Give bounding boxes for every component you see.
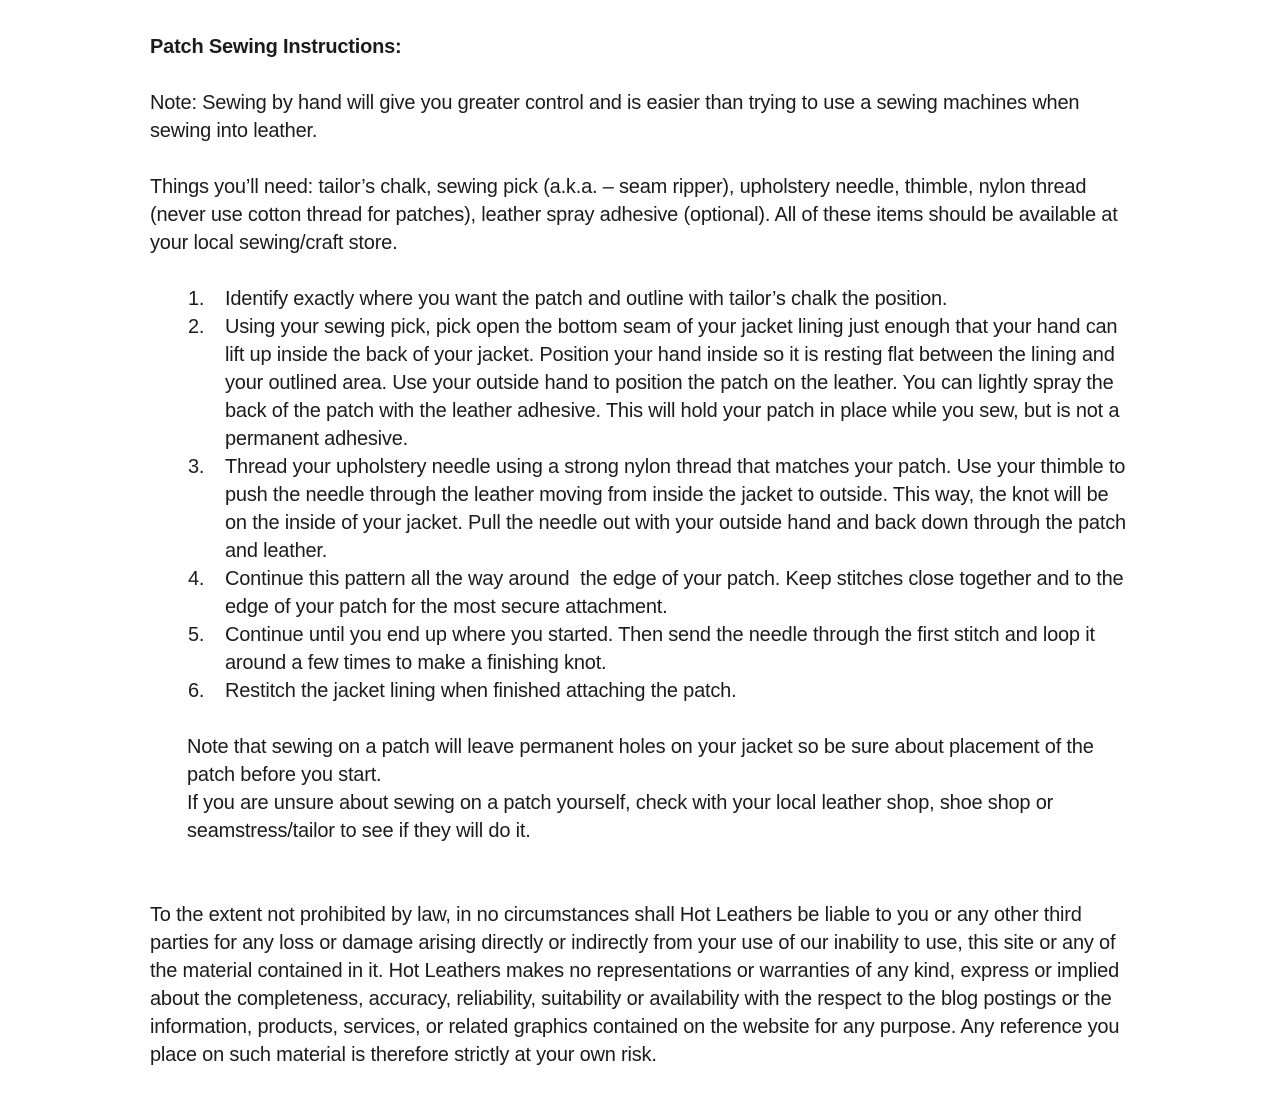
instruction-list: [150, 285, 1132, 705]
list-item-number: 1.: [188, 288, 205, 310]
list-item-number: 4.: [188, 568, 205, 590]
unsure-note-paragraph: If you are unsure about sewing on a patch yourself, check with your local leather shop, shoe shop or seamstress/tailor to see if they will do it.: [187, 792, 1059, 842]
list-item-text: Continue this pattern all the way around the edge of your patch. Keep stitches close together and to the edge of your patch for the most secure attachment.: [225, 568, 1129, 618]
list-item-text: Restitch the jacket lining when finished attaching the patch.: [225, 680, 737, 702]
list-item: [150, 285, 1127, 313]
list-item-number: 6.: [188, 680, 205, 702]
list-item: [150, 313, 1127, 453]
list-item: [150, 677, 1127, 705]
list-item-text: Using your sewing pick, pick open the bottom seam of your jacket lining just enough that your hand can lift up inside the back of your jacket. Position your hand inside so it is resting flat between the lining and your outlined area. Use your outside hand to position the patch on the leather. You can lightly spray the back of the patch with the leather adhesive. This will hold your patch in place while you sew, but is not a permanent adhesive.: [225, 316, 1125, 450]
list-item-text: Thread your upholstery needle using a strong nylon thread that matches your patch. Use your thimble to push the needle through the leather moving from inside the jacket to outside. This way, the knot will be on the inside of your jacket. Pull the needle out with your outside hand and back down through the patch and leather.: [225, 456, 1132, 562]
list-item-number: 3.: [188, 456, 205, 478]
notes-block: [187, 733, 1127, 845]
supplies-paragraph: Things you’ll need: tailor’s chalk, sewing pick (a.k.a. – seam ripper), upholstery needle, thimble, nylon thread (never use cotton thread for patches), leather spray adhesive (optional). All of these items should be available at your local sewing/craft store.: [150, 176, 1123, 254]
intro-note-paragraph: Note: Sewing by hand will give you greater control and is easier than trying to use a sewing machines when sewing into leather.: [150, 92, 1085, 142]
list-item-number: 5.: [188, 624, 205, 646]
list-item-text: Identify exactly where you want the patch and outline with tailor’s chalk the position.: [225, 288, 948, 310]
list-item-number: 2.: [188, 316, 205, 338]
placement-note-paragraph: Note that sewing on a patch will leave permanent holes on your jacket so be sure about placement of the patch before you start.: [187, 736, 1099, 786]
disclaimer-paragraph: To the extent not prohibited by law, in no circumstances shall Hot Leathers be liable to you or any other third parties for any loss or damage arising directly or indirectly from your use of our inability to use, this site or any of the material contained in it. Hot Leathers makes no representations or warranties of any kind, express or implied about the completeness, accuracy, reliability, suitability or availability with the respect to the blog postings or the information, products, services, or related graphics contained on the website for any purpose. Any reference you place on such material is therefore strictly at your own risk.: [150, 904, 1125, 1066]
list-item: [150, 621, 1127, 677]
document-title: Patch Sewing Instructions:: [150, 36, 402, 58]
list-item: [150, 565, 1127, 621]
list-item: [150, 453, 1132, 565]
list-item-text: Continue until you end up where you started. Then send the needle through the first stitch and loop it around a few times to make a finishing knot.: [225, 624, 1101, 674]
